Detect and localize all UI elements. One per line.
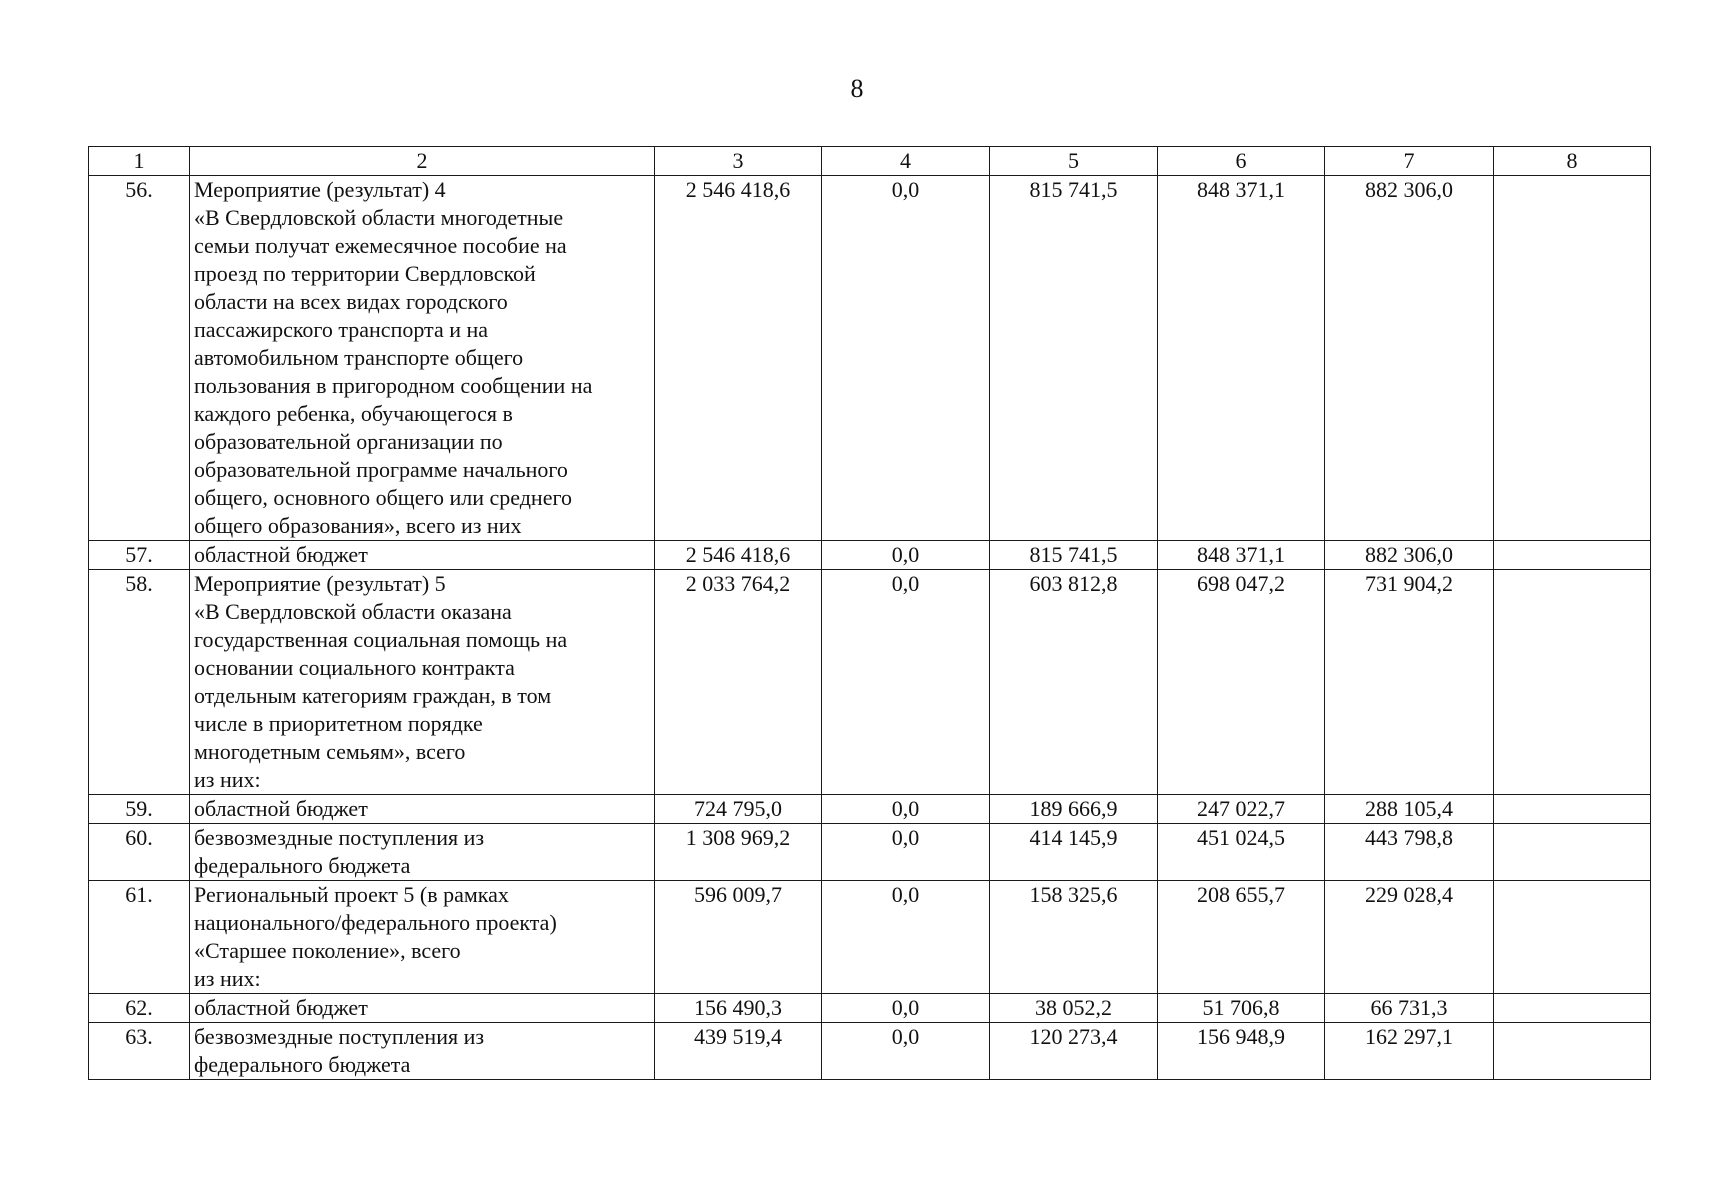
table-row	[89, 570, 1651, 795]
row-number: 61.	[89, 881, 190, 994]
row-number: 59.	[89, 795, 190, 824]
value-col-5: 158 325,6	[990, 881, 1158, 994]
value-col-4: 0,0	[822, 176, 990, 541]
column-header: 1	[89, 147, 190, 176]
value-col-3: 724 795,0	[655, 795, 822, 824]
row-description: безвозмездные поступления из федерального бюджета	[190, 824, 655, 881]
value-col-3: 439 519,4	[655, 1023, 822, 1080]
column-header: 5	[990, 147, 1158, 176]
row-description: областной бюджет	[190, 541, 655, 570]
row-description: областной бюджет	[190, 994, 655, 1023]
column-header: 3	[655, 147, 822, 176]
value-col-4: 0,0	[822, 881, 990, 994]
value-col-5: 189 666,9	[990, 795, 1158, 824]
value-col-5: 815 741,5	[990, 541, 1158, 570]
table-body	[89, 176, 1651, 1080]
value-col-5: 603 812,8	[990, 570, 1158, 795]
value-col-5: 414 145,9	[990, 824, 1158, 881]
value-col-3: 1 308 969,2	[655, 824, 822, 881]
table-row	[89, 795, 1651, 824]
value-col-8	[1494, 176, 1651, 541]
value-col-6: 156 948,9	[1158, 1023, 1325, 1080]
row-description: Региональный проект 5 (в рамках национального/федерального проекта) «Старшее поколение», всего из них:	[190, 881, 655, 994]
value-col-6: 848 371,1	[1158, 541, 1325, 570]
row-number: 62.	[89, 994, 190, 1023]
value-col-6: 848 371,1	[1158, 176, 1325, 541]
value-col-6: 451 024,5	[1158, 824, 1325, 881]
value-col-7: 882 306,0	[1325, 541, 1494, 570]
value-col-7: 731 904,2	[1325, 570, 1494, 795]
value-col-5: 38 052,2	[990, 994, 1158, 1023]
value-col-7: 229 028,4	[1325, 881, 1494, 994]
row-description: Мероприятие (результат) 5 «В Свердловской области оказана государственная социальная помощь на основании социального контракта отдельным категориям граждан, в том числе в приоритетном порядке многодетным семьям», всего из них:	[190, 570, 655, 795]
column-header: 7	[1325, 147, 1494, 176]
column-header: 6	[1158, 147, 1325, 176]
table-row	[89, 1023, 1651, 1080]
value-col-8	[1494, 881, 1651, 994]
value-col-6: 698 047,2	[1158, 570, 1325, 795]
value-col-3: 596 009,7	[655, 881, 822, 994]
value-col-4: 0,0	[822, 795, 990, 824]
value-col-7: 162 297,1	[1325, 1023, 1494, 1080]
row-description: безвозмездные поступления из федерального бюджета	[190, 1023, 655, 1080]
value-col-4: 0,0	[822, 1023, 990, 1080]
table-row	[89, 176, 1651, 541]
table-row	[89, 881, 1651, 994]
value-col-4: 0,0	[822, 994, 990, 1023]
value-col-3: 2 546 418,6	[655, 541, 822, 570]
value-col-8	[1494, 1023, 1651, 1080]
value-col-8	[1494, 570, 1651, 795]
value-col-8	[1494, 795, 1651, 824]
value-col-7: 66 731,3	[1325, 994, 1494, 1023]
row-number: 56.	[89, 176, 190, 541]
value-col-8	[1494, 824, 1651, 881]
value-col-4: 0,0	[822, 824, 990, 881]
row-number: 60.	[89, 824, 190, 881]
value-col-4: 0,0	[822, 541, 990, 570]
header-row	[89, 147, 1651, 176]
value-col-6: 208 655,7	[1158, 881, 1325, 994]
row-number: 63.	[89, 1023, 190, 1080]
table-row	[89, 541, 1651, 570]
value-col-7: 443 798,8	[1325, 824, 1494, 881]
value-col-3: 2 033 764,2	[655, 570, 822, 795]
value-col-6: 247 022,7	[1158, 795, 1325, 824]
budget-table	[88, 146, 1651, 1080]
column-header: 2	[190, 147, 655, 176]
row-description: Мероприятие (результат) 4 «В Свердловской области многодетные семьи получат ежемесячное пособие на проезд по территории Свердловской области на всех видах городского пассажирского транспорта и на автомобильном транспорте общего пользования в пригородном сообщении на каждого ребенка, обучающегося в образовательной организации по образовательной программе начального общего, основного общего или среднего общего образования», всего из них	[190, 176, 655, 541]
column-header: 8	[1494, 147, 1651, 176]
row-description: областной бюджет	[190, 795, 655, 824]
value-col-5: 120 273,4	[990, 1023, 1158, 1080]
value-col-3: 2 546 418,6	[655, 176, 822, 541]
value-col-7: 882 306,0	[1325, 176, 1494, 541]
value-col-3: 156 490,3	[655, 994, 822, 1023]
value-col-4: 0,0	[822, 570, 990, 795]
column-header: 4	[822, 147, 990, 176]
value-col-8	[1494, 541, 1651, 570]
value-col-8	[1494, 994, 1651, 1023]
page-number: 8	[850, 74, 864, 103]
row-number: 57.	[89, 541, 190, 570]
table-row	[89, 824, 1651, 881]
value-col-6: 51 706,8	[1158, 994, 1325, 1023]
value-col-7: 288 105,4	[1325, 795, 1494, 824]
value-col-5: 815 741,5	[990, 176, 1158, 541]
table-row	[89, 994, 1651, 1023]
row-number: 58.	[89, 570, 190, 795]
